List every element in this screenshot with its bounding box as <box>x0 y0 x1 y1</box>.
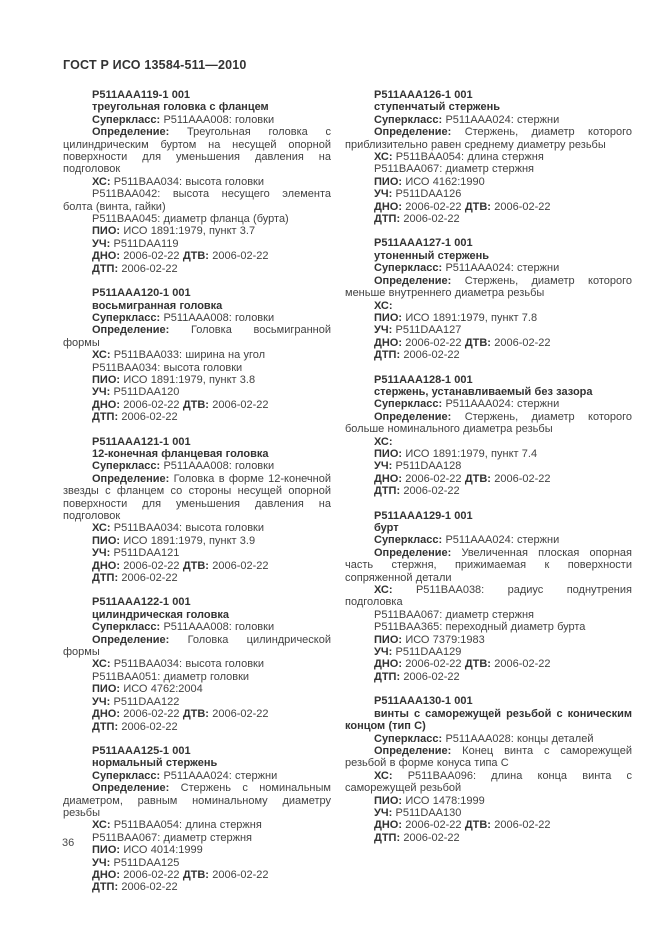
field-label: Суперкласс: <box>92 460 161 473</box>
field-value: ИСО 7379:1983 <box>405 633 485 646</box>
term-entry <box>63 745 331 894</box>
field-label: Суперкласс: <box>374 113 443 126</box>
field-value: P511DAA130 <box>395 806 462 819</box>
field-value: 2006-02-22 <box>405 200 462 213</box>
entry-title <box>63 448 331 460</box>
entry-code <box>63 745 331 757</box>
field-label: Определение: <box>92 126 170 139</box>
field-label: ХС: <box>92 658 111 671</box>
field-value: 2006-02-22 <box>212 250 269 263</box>
field-label: ПИО: <box>374 447 403 460</box>
entry-dtp <box>345 485 632 497</box>
field-label: ДНО: <box>374 336 402 349</box>
entry-code <box>345 374 632 386</box>
field-value: P511BAA045: диаметр фланца (бурта) <box>92 213 289 226</box>
entry-attribute <box>63 349 331 361</box>
entry-superclass <box>63 114 331 126</box>
entry-uch <box>63 857 331 869</box>
field-label: УЧ: <box>92 695 111 708</box>
entry-definition <box>63 473 331 523</box>
entry-superclass <box>345 114 632 126</box>
term-entry <box>345 374 632 498</box>
entry-definition <box>63 634 331 659</box>
entry-attribute <box>345 609 632 621</box>
field-value: 2006-02-22 <box>123 868 180 881</box>
field-value: Стержень с номинальным диаметром, равным номинальному диаметру резьбы <box>63 782 331 819</box>
field-value: P511BAA034: высота головки <box>113 175 264 188</box>
entry-uch <box>63 386 331 398</box>
field-label: ДТВ: <box>464 819 491 832</box>
field-value: 2006-02-22 <box>121 720 178 733</box>
entry-superclass <box>345 262 632 274</box>
entry-title-text: винты с саморежущей резьбой с коническим концом (тип С) <box>345 707 632 733</box>
field-value: ИСО 4762:2004 <box>123 683 203 696</box>
field-label: ДНО: <box>374 472 402 485</box>
field-value: P511AAA024: стержни <box>445 398 560 411</box>
field-value: Конец винта с саморежущей резьбой в форме конуса типа С <box>345 744 632 770</box>
entry-attribute <box>345 584 632 609</box>
field-label: ХС: <box>374 435 393 448</box>
field-label: ДТП: <box>374 213 401 226</box>
entry-pio <box>63 683 331 695</box>
field-label: ПИО: <box>374 794 403 807</box>
field-value: Стержень, диаметр которого приблизительно равен среднему диаметру резьбы <box>345 126 632 151</box>
field-value: Стержень, диаметр которого больше номинального диаметра резьбы <box>345 410 632 436</box>
field-label: ПИО: <box>92 683 121 696</box>
field-label: УЧ: <box>374 188 393 201</box>
entry-attribute <box>345 436 632 448</box>
field-value: ИСО 1891:1979, пункт 3.9 <box>123 534 256 547</box>
entry-superclass <box>63 460 331 472</box>
field-label: Суперкласс: <box>374 398 443 411</box>
field-value: P511BAA054: длина стержня <box>395 151 544 164</box>
entry-title-text: цилиндрическая головка <box>92 608 229 621</box>
field-value: Увеличенная плоская опорная часть стержня, прижимаемая к поверхности сопряженной детали <box>345 546 632 584</box>
field-value: P511BAA034: высота головки <box>113 658 264 671</box>
field-value: 2006-02-22 <box>403 485 460 498</box>
field-label: ДТП: <box>92 411 119 424</box>
field-value: P511DAA121 <box>113 547 180 560</box>
field-label: ДТВ: <box>182 250 209 263</box>
field-value: P511DAA126 <box>395 188 462 201</box>
entry-title <box>63 609 331 621</box>
entry-dates <box>63 560 331 572</box>
entry-uch <box>345 324 632 336</box>
entry-code-text: P511AAA128-1 001 <box>374 373 473 386</box>
field-value: 2006-02-22 <box>123 398 180 411</box>
field-label: ХС: <box>92 349 111 362</box>
field-value: P511DAA128 <box>395 460 462 473</box>
entry-dtp <box>63 721 331 733</box>
field-label: ПИО: <box>92 844 121 857</box>
field-value: P511AAA008: головки <box>163 113 275 126</box>
field-value: P511BAA034: высота головки <box>92 361 243 374</box>
field-label: ДТП: <box>374 670 401 683</box>
entry-code-text: P511AAA130-1 001 <box>374 695 473 708</box>
field-value: P511DAA120 <box>113 386 180 399</box>
entry-code <box>63 596 331 608</box>
entry-code <box>63 287 331 299</box>
entry-code <box>345 237 632 249</box>
field-value: P511BAA067: диаметр стержня <box>92 831 252 844</box>
field-label: Суперкласс: <box>92 621 161 634</box>
term-entry <box>63 596 331 732</box>
field-label: ДНО: <box>92 559 120 572</box>
field-label: ХС: <box>92 819 111 832</box>
term-entry <box>345 237 632 361</box>
field-label: ПИО: <box>374 633 403 646</box>
field-label: Определение: <box>374 274 452 287</box>
field-label: Суперкласс: <box>374 732 443 745</box>
field-value: 2006-02-22 <box>405 472 462 485</box>
term-entry <box>63 287 331 423</box>
field-value: 2006-02-22 <box>121 572 178 585</box>
field-value: P511BAA033: ширина на угол <box>113 349 266 362</box>
field-label: ПИО: <box>92 373 121 386</box>
entry-pio <box>345 448 632 460</box>
entry-attribute <box>345 151 632 163</box>
entry-uch <box>345 807 632 819</box>
field-value: P511AAA028: концы деталей <box>445 732 594 745</box>
field-label: ДНО: <box>92 868 120 881</box>
entry-title <box>345 708 632 733</box>
field-value: P511AAA008: головки <box>163 311 275 324</box>
field-label: ДТП: <box>92 262 119 275</box>
entry-code-text: P511AAA121-1 001 <box>92 435 191 448</box>
field-value: 2006-02-22 <box>403 831 460 844</box>
entry-title <box>63 101 331 113</box>
entry-attribute <box>63 658 331 670</box>
entry-attribute <box>63 819 331 831</box>
entry-attribute <box>63 671 331 683</box>
field-value: 2006-02-22 <box>494 336 551 349</box>
field-value: P511BAA067: диаметр стержня <box>374 163 534 176</box>
page-number: 36 <box>62 837 75 849</box>
entry-superclass <box>63 621 331 633</box>
field-value: P511DAA122 <box>113 695 180 708</box>
entry-definition <box>63 324 331 349</box>
entry-definition <box>63 782 331 819</box>
entry-dates <box>345 473 632 485</box>
entry-pio <box>63 225 331 237</box>
entry-dtp <box>63 572 331 584</box>
field-label: ХС: <box>92 175 111 188</box>
field-label: ДНО: <box>92 708 120 721</box>
entry-code-text: P511AAA120-1 001 <box>92 287 191 300</box>
field-label: УЧ: <box>374 460 393 473</box>
field-value: 2006-02-22 <box>123 559 180 572</box>
field-label: ДТВ: <box>182 708 209 721</box>
field-label: ПИО: <box>374 311 403 324</box>
field-value: 2006-02-22 <box>212 559 269 572</box>
field-value: 2006-02-22 <box>121 881 178 894</box>
field-label: ДТВ: <box>464 200 491 213</box>
entry-title <box>345 250 632 262</box>
field-label: ДНО: <box>92 250 120 263</box>
field-value: P511BAA054: длина стержня <box>113 819 262 832</box>
entry-title <box>345 101 632 113</box>
field-label: ХС: <box>374 151 393 164</box>
field-value: 2006-02-22 <box>405 336 462 349</box>
field-value: 2006-02-22 <box>121 411 178 424</box>
entry-pio <box>345 176 632 188</box>
entry-title-text: 12-конечная фланцевая головка <box>92 447 269 460</box>
field-value: P511BAA034: высота головки <box>113 522 264 535</box>
field-label: Определение: <box>374 546 452 559</box>
entry-attribute <box>63 176 331 188</box>
field-value: 2006-02-22 <box>494 658 551 671</box>
entry-superclass <box>345 733 632 745</box>
entry-title-text: треугольная головка с фланцем <box>92 101 269 114</box>
field-label: УЧ: <box>374 806 393 819</box>
entry-title-text: нормальный стержень <box>92 757 218 770</box>
entry-definition <box>345 547 632 584</box>
entry-title-text: утоненный стержень <box>374 249 490 262</box>
entry-uch <box>63 696 331 708</box>
term-entry <box>345 510 632 684</box>
entry-superclass <box>345 534 632 546</box>
field-label: ХС: <box>374 299 393 312</box>
entry-title <box>63 300 331 312</box>
field-value: P511DAA129 <box>395 646 462 659</box>
field-value: ИСО 4014:1999 <box>123 844 203 857</box>
entry-dates <box>345 201 632 213</box>
field-label: ДТП: <box>374 831 401 844</box>
right-column <box>345 89 632 856</box>
field-label: УЧ: <box>92 237 111 250</box>
term-entry <box>63 89 331 275</box>
entry-title <box>345 522 632 534</box>
field-value: P511DAA125 <box>113 856 180 869</box>
field-value: Головка восьмигранной формы <box>63 324 331 349</box>
entry-title-text: восьмигранная головка <box>92 299 223 312</box>
field-value: ИСО 1891:1979, пункт 7.4 <box>405 447 538 460</box>
field-value: 2006-02-22 <box>121 262 178 275</box>
entry-dtp <box>345 832 632 844</box>
entry-dates <box>63 869 331 881</box>
field-value: 2006-02-22 <box>123 250 180 263</box>
field-value: P511DAA127 <box>395 324 462 337</box>
entry-definition <box>345 126 632 151</box>
field-label: ПИО: <box>92 534 121 547</box>
entry-attribute <box>63 188 331 213</box>
field-value: 2006-02-22 <box>494 200 551 213</box>
field-value: P511AAA008: головки <box>163 460 275 473</box>
field-value: 2006-02-22 <box>403 670 460 683</box>
entry-code-text: P511AAA125-1 001 <box>92 744 191 757</box>
field-value: P511BAA038: радиус поднутрения подголовка <box>345 584 632 609</box>
entry-dtp <box>63 263 331 275</box>
field-value: ИСО 1891:1979, пункт 3.8 <box>123 373 256 386</box>
field-value: 2006-02-22 <box>494 472 551 485</box>
field-label: Определение: <box>92 633 170 646</box>
entry-title-text: бурт <box>374 522 399 534</box>
entry-attribute <box>345 163 632 175</box>
field-value: P511AAA024: стержни <box>445 534 560 547</box>
entry-uch <box>63 547 331 559</box>
field-label: ДНО: <box>374 200 402 213</box>
field-label: УЧ: <box>92 547 111 560</box>
entry-uch <box>345 188 632 200</box>
field-label: УЧ: <box>374 324 393 337</box>
entry-dtp <box>345 671 632 683</box>
field-value: 2006-02-22 <box>405 819 462 832</box>
field-value: 2006-02-22 <box>212 868 269 881</box>
entry-title-text: ступенчатый стержень <box>374 101 500 114</box>
entry-pio <box>63 374 331 386</box>
term-entry <box>63 436 331 585</box>
field-value: P511BAA042: высота несущего элемента болта (винта, гайки) <box>63 188 331 213</box>
field-value: 2006-02-22 <box>403 349 460 362</box>
entry-attribute <box>63 832 331 844</box>
field-value: 2006-02-22 <box>494 819 551 832</box>
entry-superclass <box>63 770 331 782</box>
field-value: P511BAA051: диаметр головки <box>92 670 250 683</box>
field-label: ДТВ: <box>464 658 491 671</box>
entry-dates <box>345 658 632 670</box>
entry-attribute <box>345 300 632 312</box>
entry-attribute <box>63 213 331 225</box>
entry-attribute <box>63 362 331 374</box>
entry-pio <box>345 634 632 646</box>
entry-definition <box>345 275 632 300</box>
field-label: ДТП: <box>374 349 401 362</box>
field-label: Суперкласс: <box>374 262 443 275</box>
entry-pio <box>63 535 331 547</box>
field-label: ДТВ: <box>182 868 209 881</box>
field-value: 2006-02-22 <box>123 708 180 721</box>
field-value: 2006-02-22 <box>212 398 269 411</box>
field-value: P511AAA024: стержни <box>445 113 560 126</box>
field-label: Определение: <box>374 744 452 757</box>
field-value: ИСО 4162:1990 <box>405 175 485 188</box>
field-label: Суперкласс: <box>92 311 161 324</box>
field-value: Стержень, диаметр которого меньше внутреннего диаметра резьбы <box>345 274 632 300</box>
field-label: УЧ: <box>92 856 111 869</box>
entry-code-text: P511AAA129-1 001 <box>374 509 473 522</box>
field-label: Определение: <box>92 324 170 337</box>
entry-uch <box>345 460 632 472</box>
field-label: Определение: <box>92 782 170 795</box>
entry-code-text: P511AAA127-1 001 <box>374 237 473 250</box>
entry-pio <box>345 795 632 807</box>
field-label: ХС: <box>374 769 393 782</box>
field-label: Определение: <box>92 472 170 485</box>
field-value: ИСО 1891:1979, пункт 3.7 <box>123 225 256 238</box>
entry-code <box>345 510 632 522</box>
entry-dtp <box>63 411 331 423</box>
entry-code-text: P511AAA122-1 001 <box>92 596 191 609</box>
field-label: Суперкласс: <box>92 113 161 126</box>
field-value: ИСО 1478:1999 <box>405 794 485 807</box>
entry-superclass <box>63 312 331 324</box>
entry-dates <box>345 819 632 831</box>
entry-code <box>63 436 331 448</box>
entry-dtp <box>63 881 331 893</box>
field-label: Суперкласс: <box>92 769 161 782</box>
field-label: ДТВ: <box>464 472 491 485</box>
field-label: Определение: <box>374 410 452 423</box>
field-value: 2006-02-22 <box>403 213 460 226</box>
entry-definition <box>345 411 632 436</box>
field-label: Суперкласс: <box>374 534 443 547</box>
document-header: ГОСТ Р ИСО 13584-511—2010 <box>63 58 247 72</box>
entry-attribute <box>345 621 632 633</box>
field-value: P511AAA024: стержни <box>163 769 278 782</box>
field-label: ДТВ: <box>182 398 209 411</box>
field-label: ДТП: <box>92 720 119 733</box>
entry-attribute <box>63 522 331 534</box>
entry-code <box>63 89 331 101</box>
entry-superclass <box>345 398 632 410</box>
entry-attribute <box>345 770 632 795</box>
entry-title <box>345 386 632 398</box>
entry-title-text: стержень, устанавливаемый без зазора <box>374 385 593 398</box>
entry-dates <box>63 250 331 262</box>
entry-dtp <box>345 349 632 361</box>
field-value: P511AAA008: головки <box>163 621 275 634</box>
field-value: P511DAA119 <box>113 237 179 250</box>
entry-dtp <box>345 213 632 225</box>
field-label: ДТП: <box>92 881 119 894</box>
field-value: P511BAA067: диаметр стержня <box>374 608 534 621</box>
field-label: ДТП: <box>92 572 119 585</box>
field-value: P511AAA024: стержни <box>445 262 560 275</box>
field-label: ДТП: <box>374 485 401 498</box>
term-entry <box>345 89 632 225</box>
field-label: УЧ: <box>92 386 111 399</box>
entry-definition <box>345 745 632 770</box>
entry-code-text: P511AAA119-1 001 <box>92 89 191 101</box>
entry-pio <box>345 312 632 324</box>
field-label: ДНО: <box>374 658 402 671</box>
left-column <box>63 89 331 906</box>
field-label: ДНО: <box>374 819 402 832</box>
field-label: ПИО: <box>92 225 121 238</box>
entry-title <box>63 757 331 769</box>
field-label: ДТВ: <box>182 559 209 572</box>
field-label: ДНО: <box>92 398 120 411</box>
field-label: ХС: <box>92 522 111 535</box>
term-entry <box>345 695 632 844</box>
field-value: P511BAA096: длина конца винта с саморежущей резьбой <box>345 769 632 795</box>
field-value: 2006-02-22 <box>405 658 462 671</box>
field-value: ИСО 1891:1979, пункт 7.8 <box>405 311 538 324</box>
field-value: P511BAA365: переходный диаметр бурта <box>374 621 586 634</box>
field-label: ДТВ: <box>464 336 491 349</box>
field-label: Определение: <box>374 126 452 139</box>
entry-dates <box>63 708 331 720</box>
field-label: УЧ: <box>374 646 393 659</box>
entry-dates <box>63 399 331 411</box>
entry-uch <box>63 238 331 250</box>
field-value: Треугольная головка с цилиндрическим буртом на несущей опорной поверхности для уменьшения давления на подголовок <box>63 126 331 176</box>
field-label: ПИО: <box>374 175 403 188</box>
field-value: Головка в форме 12-конечной звезды с фланцем со стороны несущей опорной поверхности для уменьшения давления на подголовок <box>63 472 331 522</box>
entry-code <box>345 89 632 101</box>
entry-definition <box>63 126 331 176</box>
field-value: Головка цилиндрической формы <box>63 633 331 659</box>
entry-uch <box>345 646 632 658</box>
entry-code-text: P511AAA126-1 001 <box>374 89 473 101</box>
content-columns <box>63 89 632 906</box>
entry-dates <box>345 337 632 349</box>
entry-pio <box>63 844 331 856</box>
field-value: 2006-02-22 <box>212 708 269 721</box>
entry-code <box>345 695 632 707</box>
field-label: ХС: <box>374 584 393 597</box>
